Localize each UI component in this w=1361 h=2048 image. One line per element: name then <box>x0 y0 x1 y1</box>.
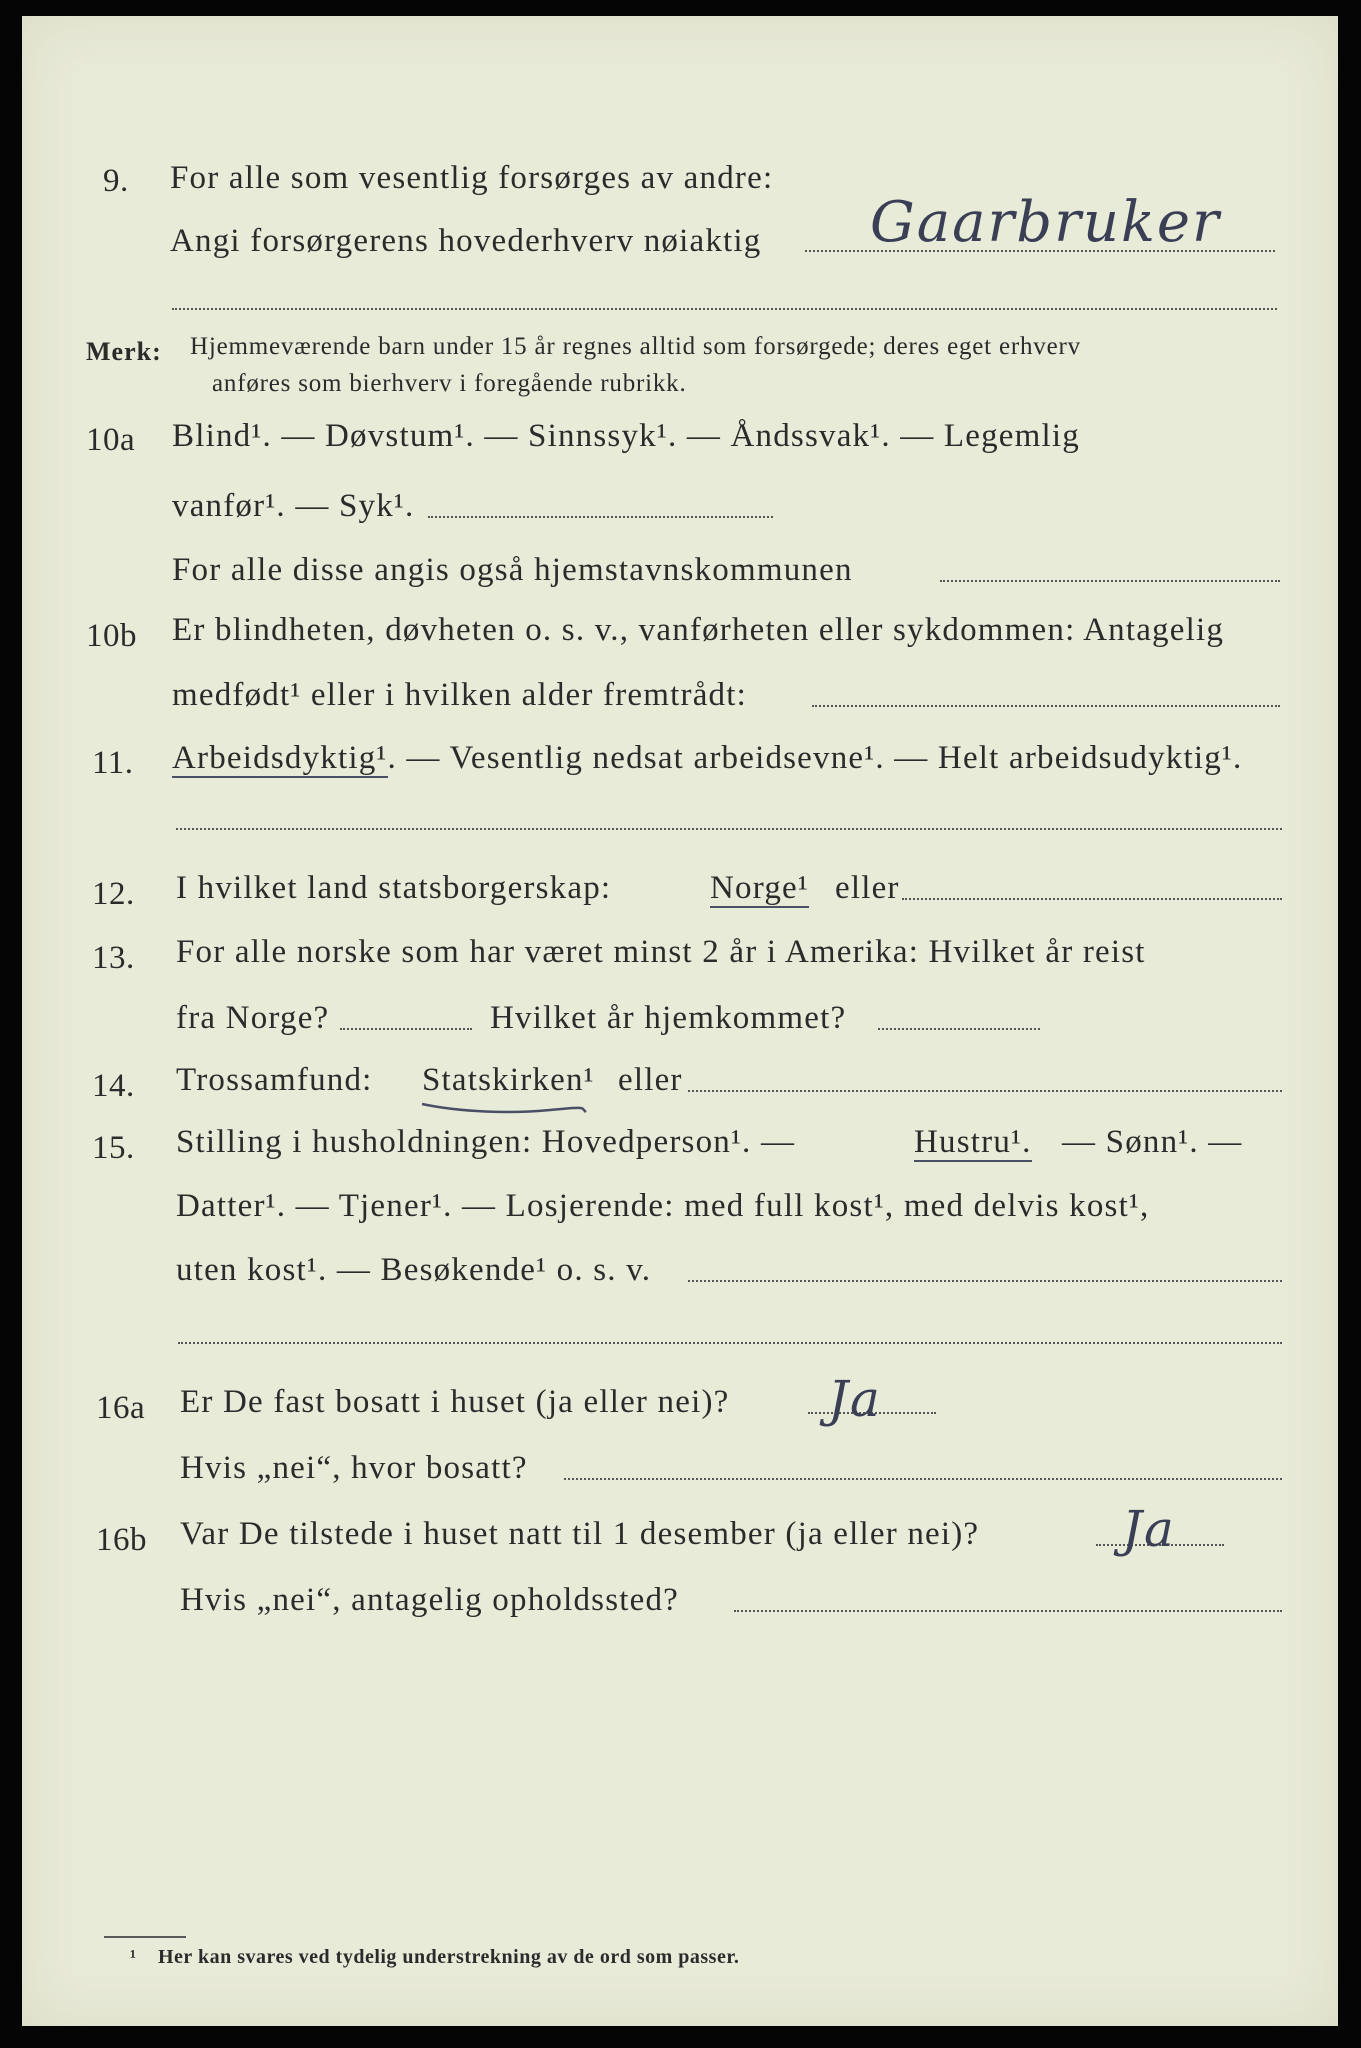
q13-number: 13. <box>92 940 135 976</box>
q13-line1: For alle norske som har været minst 2 år i Amerika: Hvilket år reist <box>176 934 1146 970</box>
q12-label: I hvilket land statsborgerskap: <box>176 870 612 906</box>
q11-extra-line <box>176 828 1282 830</box>
q10b-number: 10b <box>86 618 137 654</box>
q9-number: 9. <box>103 163 129 199</box>
merk-line2: anføres som bierhverv i foregående rubrikk. <box>212 370 687 397</box>
q16b-line2: Hvis „nei“, antagelig opholdssted? <box>180 1582 680 1618</box>
q12-land-line <box>902 898 1282 900</box>
q16a-line1: Er De fast bosatt i huset (ja eller nei)? <box>180 1384 730 1420</box>
q15-line3: uten kost¹. — Besøkende¹ o. s. v. <box>176 1252 652 1288</box>
q15-extra-line <box>178 1342 1282 1344</box>
q14-trossamfund-line <box>688 1090 1282 1092</box>
q12-eller: eller <box>835 870 900 906</box>
q16b-line1: Var De tilstede i huset natt til 1 desember (ja eller nei)? <box>180 1516 980 1552</box>
q14-eller: eller <box>618 1062 683 1098</box>
q12-number: 12. <box>92 876 135 912</box>
q10a-line2: vanfør¹. — Syk¹. <box>172 488 415 524</box>
q15-number: 15. <box>92 1130 135 1166</box>
footnote-text: Her kan svares ved tydelig understrekning av de ord som passer. <box>158 1946 740 1968</box>
q12-norge-underlined: Norge¹ <box>710 870 809 906</box>
q15-hustru-underlined: Hustru¹. <box>914 1124 1032 1160</box>
q11-line1 <box>172 740 1242 777</box>
q15-line2: Datter¹. — Tjener¹. — Losjerende: med full kost¹, med delvis kost¹, <box>176 1188 1150 1224</box>
q9-line1: For alle som vesentlig forsørges av andre: <box>170 160 774 196</box>
q16a-line2: Hvis „nei“, hvor bosatt? <box>180 1450 528 1486</box>
q10b-line1: Er blindheten, døvheten o. s. v., vanførheten eller sykdommen: Antagelig <box>172 612 1225 648</box>
q16b-opholdssted-line <box>734 1610 1282 1612</box>
q15-line1a: Stilling i husholdningen: Hovedperson¹. — <box>176 1124 796 1160</box>
q16b-answer-handwriting: Ja <box>1122 1500 1176 1558</box>
q13-reist-label: fra Norge? <box>176 1000 330 1036</box>
q15-besokende-line <box>688 1280 1282 1282</box>
footnote-mark: ¹ <box>130 1946 137 1968</box>
merk-label: Merk: <box>86 337 162 366</box>
q13-hjemkommet-line <box>878 1028 1040 1030</box>
q11-number: 11. <box>92 745 134 781</box>
q10b-alder-line <box>812 705 1280 707</box>
q14-label: Trossamfund: <box>176 1062 373 1098</box>
q10a-number: 10a <box>86 422 136 458</box>
q10a-line3: For alle disse angis også hjemstavnskommunen <box>172 552 853 588</box>
q11-rest: . — Vesentlig nedsat arbeidsevne¹. — Helt arbeidsudyktig¹. <box>387 740 1243 776</box>
q10a-kommune-line <box>940 580 1280 582</box>
q10b-line2: medfødt¹ eller i hvilken alder fremtrådt: <box>172 677 747 713</box>
merk-line1: Hjemmeværende barn under 15 år regnes alltid som forsørgede; deres eget erhverv <box>190 333 1081 360</box>
q9-line2: Angi forsørgerens hovederhverv nøiaktig <box>170 223 762 259</box>
q14-statskirken: Statskirken¹ <box>422 1062 595 1098</box>
q16b-number: 16b <box>96 1522 147 1558</box>
q13-hjemkommet-label: Hvilket år hjemkommet? <box>490 1000 847 1036</box>
q13-reist-line <box>340 1028 472 1030</box>
q14-number: 14. <box>92 1068 135 1104</box>
q10a-line1: Blind¹. — Døvstum¹. — Sinnssyk¹. — Åndssvak¹. — Legemlig <box>172 418 1080 454</box>
q10a-syk-line <box>428 516 773 518</box>
q15-line1c: — Sønn¹. — <box>1062 1124 1243 1160</box>
q9-answer-handwriting: Gaarbruker <box>870 190 1221 255</box>
q16a-answer-handwriting: Ja <box>828 1370 882 1428</box>
q16a-bosatt-line <box>564 1478 1282 1480</box>
q11-arbeidsdyktig-underlined: Arbeidsdyktig¹ <box>172 740 388 776</box>
q9-extra-line <box>172 308 1277 310</box>
q14-statskirken-underline-stroke <box>420 1098 590 1118</box>
footnote-rule <box>104 1936 186 1938</box>
q16a-number: 16a <box>96 1390 146 1426</box>
